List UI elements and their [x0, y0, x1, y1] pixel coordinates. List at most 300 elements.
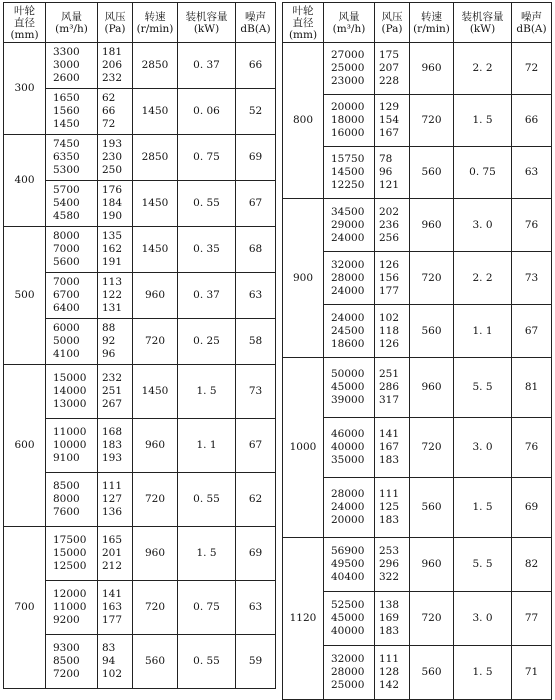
airflow-value: 15750	[331, 153, 365, 165]
speed-cell: 1450	[133, 181, 178, 227]
speed-cell: 1450	[133, 89, 178, 135]
pressure-value: 142	[379, 679, 400, 691]
airflow-cell	[324, 538, 375, 592]
pressure-value: 167	[379, 127, 400, 139]
pressure-value: 156	[379, 271, 400, 284]
power-cell: 0. 55	[178, 635, 236, 689]
pressure-value: 128	[379, 666, 400, 678]
header-line: 风量	[61, 10, 82, 23]
pressure-cell	[98, 319, 133, 365]
pressure-value: 177	[102, 614, 123, 626]
airflow-value: 4100	[53, 348, 80, 360]
speed-header	[133, 3, 178, 43]
noise-cell: 73	[236, 365, 276, 419]
pressure-value: 141	[102, 588, 123, 600]
power-cell: 1. 5	[454, 478, 512, 538]
noise-header	[236, 3, 276, 43]
pressure-value: 125	[379, 501, 400, 513]
airflow-cell	[46, 181, 98, 227]
table-row	[283, 358, 552, 418]
airflow-cell	[324, 592, 375, 646]
noise-cell: 82	[512, 538, 552, 592]
airflow-header	[324, 3, 375, 43]
pressure-cell	[375, 147, 410, 199]
airflow-cell	[324, 199, 375, 252]
pressure-value: 163	[102, 601, 123, 613]
airflow-cell	[324, 147, 375, 199]
airflow-value: 49500	[331, 558, 365, 570]
airflow-value: 7000	[53, 243, 80, 255]
airflow-value: 32000	[331, 258, 365, 271]
pressure-value: 111	[102, 480, 123, 492]
airflow-value: 9300	[53, 642, 80, 654]
pressure-cell	[98, 43, 133, 89]
speed-cell: 960	[410, 358, 454, 418]
pressure-cell	[98, 581, 133, 635]
airflow-value: 20000	[331, 514, 365, 526]
header-line: (kW)	[193, 22, 220, 35]
pressure-value: 92	[102, 335, 116, 347]
power-cell: 0. 37	[178, 43, 236, 89]
pressure-value: 317	[379, 394, 400, 406]
diameter-cell: 1000	[283, 358, 324, 538]
airflow-value: 5300	[53, 164, 80, 176]
header-line: 转速	[144, 10, 166, 23]
noise-cell: 71	[512, 646, 552, 700]
pressure-value: 94	[102, 655, 116, 667]
table-row	[283, 43, 552, 95]
airflow-value: 5700	[53, 184, 80, 196]
header-line: 装机容量	[461, 10, 504, 23]
airflow-value: 12500	[53, 560, 87, 572]
diameter-group	[4, 135, 276, 227]
noise-cell: 67	[236, 181, 276, 227]
airflow-cell	[46, 581, 98, 635]
pressure-header	[375, 3, 410, 43]
diameter-header	[4, 3, 46, 43]
header-line: 风压	[381, 10, 403, 23]
airflow-cell	[46, 89, 98, 135]
airflow-value: 5400	[53, 197, 80, 209]
airflow-value: 32000	[331, 653, 365, 665]
airflow-value: 3300	[53, 46, 80, 58]
airflow-value: 4580	[53, 210, 80, 222]
airflow-cell	[324, 95, 375, 147]
noise-cell: 67	[512, 305, 552, 358]
airflow-value: 50000	[331, 368, 365, 380]
airflow-value: 18000	[331, 114, 365, 126]
airflow-cell	[46, 527, 98, 581]
pressure-value: 256	[379, 231, 400, 244]
noise-cell: 58	[236, 319, 276, 365]
pressure-value: 201	[102, 547, 123, 559]
header-line: 直径	[14, 16, 35, 29]
header-line: 风量	[338, 10, 360, 23]
noise-cell: 63	[512, 147, 552, 199]
table-row	[4, 43, 276, 89]
airflow-value: 40400	[331, 571, 365, 583]
table-row	[283, 646, 552, 700]
airflow-value: 9100	[53, 452, 80, 464]
pressure-value: 181	[102, 46, 123, 58]
airflow-value: 12000	[53, 588, 87, 600]
airflow-header	[46, 3, 98, 43]
power-cell: 0. 37	[178, 273, 236, 319]
header-line: 噪声	[521, 10, 542, 23]
pressure-value: 236	[379, 218, 400, 231]
pressure-value: 83	[102, 642, 116, 654]
power-cell: 0. 06	[178, 89, 236, 135]
pressure-cell	[98, 527, 133, 581]
airflow-value: 27000	[331, 49, 365, 61]
airflow-cell	[46, 273, 98, 319]
power-cell: 5. 5	[454, 538, 512, 592]
diameter-cell: 500	[4, 227, 46, 365]
noise-cell: 66	[512, 95, 552, 147]
speed-cell: 720	[410, 95, 454, 147]
pressure-cell	[375, 43, 410, 95]
pressure-value: 183	[379, 454, 400, 466]
fan-spec-table-left	[3, 2, 276, 689]
pressure-value: 251	[379, 368, 400, 380]
diameter-cell: 600	[4, 365, 46, 527]
power-cell: 2. 2	[454, 252, 512, 305]
table-row	[4, 365, 276, 419]
airflow-cell	[46, 365, 98, 419]
airflow-value: 29000	[331, 218, 365, 231]
noise-cell: 81	[512, 358, 552, 418]
pressure-value: 175	[379, 49, 400, 61]
header-line: 转速	[421, 10, 442, 23]
noise-cell: 69	[236, 135, 276, 181]
header-line: (mm)	[10, 28, 39, 41]
header-line: (m³/h)	[332, 22, 366, 35]
airflow-value: 45000	[331, 612, 365, 624]
pressure-value: 212	[102, 560, 123, 572]
noise-cell: 63	[236, 273, 276, 319]
diameter-cell: 1120	[283, 538, 324, 700]
header-line: 叶轮	[292, 4, 314, 17]
pressure-value: 111	[379, 653, 400, 665]
pressure-value: 177	[379, 284, 400, 297]
airflow-cell	[324, 43, 375, 95]
noise-cell: 67	[236, 419, 276, 473]
airflow-value: 40000	[331, 441, 365, 453]
diameter-group	[4, 43, 276, 135]
pressure-value: 230	[102, 151, 123, 163]
airflow-value: 15000	[53, 547, 87, 559]
pressure-cell	[98, 273, 133, 319]
power-cell: 1. 5	[178, 365, 236, 419]
airflow-value: 13000	[53, 398, 87, 410]
diameter-group	[283, 43, 552, 199]
airflow-value: 25000	[331, 679, 365, 691]
fan-spec-table-right	[282, 2, 552, 700]
pressure-value: 62	[102, 92, 116, 104]
noise-cell: 72	[512, 43, 552, 95]
pressure-cell	[98, 89, 133, 135]
power-cell: 1. 1	[454, 305, 512, 358]
speed-cell: 560	[133, 635, 178, 689]
airflow-value: 56900	[331, 545, 365, 557]
table-row	[283, 95, 552, 147]
airflow-value: 46000	[331, 428, 365, 440]
header-line: (r/min)	[413, 22, 450, 35]
airflow-value: 14000	[53, 385, 87, 397]
pressure-value: 183	[379, 514, 400, 526]
table-row	[283, 147, 552, 199]
power-cell: 1. 5	[454, 95, 512, 147]
pressure-value: 96	[102, 348, 116, 360]
pressure-value: 228	[379, 75, 400, 87]
noise-cell: 66	[236, 43, 276, 89]
pressure-value: 251	[102, 385, 123, 397]
table-row	[283, 199, 552, 252]
pressure-value: 253	[379, 545, 400, 557]
power-cell: 1. 1	[178, 419, 236, 473]
airflow-cell	[46, 43, 98, 89]
pressure-value: 232	[102, 372, 123, 384]
pressure-value: 191	[102, 256, 123, 268]
header-line: 风压	[104, 10, 126, 23]
pressure-cell	[98, 227, 133, 273]
airflow-value: 16000	[331, 127, 365, 139]
noise-cell: 68	[236, 227, 276, 273]
airflow-value: 24500	[331, 324, 365, 337]
airflow-value: 14500	[331, 166, 365, 178]
airflow-cell	[46, 473, 98, 527]
airflow-value: 6350	[53, 151, 80, 163]
header-line: dB(A)	[240, 22, 271, 35]
pressure-cell	[375, 358, 410, 418]
pressure-value: 102	[379, 311, 400, 324]
speed-cell: 720	[410, 592, 454, 646]
noise-cell: 52	[236, 89, 276, 135]
pressure-value: 162	[102, 243, 123, 255]
header-line: (Pa)	[381, 22, 403, 35]
airflow-cell	[46, 319, 98, 365]
diameter-group	[4, 227, 276, 365]
diameter-cell: 300	[4, 43, 46, 135]
pressure-cell	[375, 305, 410, 358]
airflow-value: 11000	[53, 426, 87, 438]
header-row	[4, 3, 276, 43]
power-cell: 3. 0	[454, 418, 512, 478]
pressure-value: 250	[102, 164, 123, 176]
power-cell: 1. 5	[178, 527, 236, 581]
noise-cell: 76	[512, 199, 552, 252]
airflow-value: 24000	[331, 231, 365, 244]
pressure-value: 168	[102, 426, 123, 438]
airflow-value: 5600	[53, 256, 80, 268]
airflow-value: 17500	[53, 534, 87, 546]
noise-cell: 62	[236, 473, 276, 527]
table-row	[4, 227, 276, 273]
pressure-value: 167	[379, 441, 400, 453]
pressure-value: 267	[102, 398, 123, 410]
pressure-value: 111	[379, 488, 400, 500]
pressure-value: 113	[102, 276, 123, 288]
diameter-group	[4, 365, 276, 527]
noise-cell: 76	[512, 418, 552, 478]
airflow-value: 20000	[331, 101, 365, 113]
noise-cell: 77	[512, 592, 552, 646]
pressure-cell	[98, 473, 133, 527]
table-row	[283, 538, 552, 592]
header-line: dB(A)	[516, 22, 547, 35]
speed-cell: 720	[133, 473, 178, 527]
pressure-cell	[375, 478, 410, 538]
airflow-value: 24000	[331, 311, 365, 324]
airflow-value: 5000	[53, 335, 80, 347]
diameter-cell: 400	[4, 135, 46, 227]
airflow-cell	[324, 418, 375, 478]
speed-cell: 2850	[133, 135, 178, 181]
airflow-value: 45000	[331, 381, 365, 393]
power-cell: 3. 0	[454, 592, 512, 646]
diameter-header	[283, 3, 324, 43]
airflow-value: 8000	[53, 493, 80, 505]
pressure-value: 126	[379, 337, 400, 350]
airflow-value: 7450	[53, 138, 80, 150]
noise-cell: 63	[236, 581, 276, 635]
pressure-value: 126	[379, 258, 400, 271]
airflow-value: 52500	[331, 599, 365, 611]
table-row	[283, 418, 552, 478]
airflow-value: 25000	[331, 62, 365, 74]
airflow-value: 28000	[331, 271, 365, 284]
speed-cell: 2850	[133, 43, 178, 89]
pressure-cell	[98, 135, 133, 181]
pressure-value: 322	[379, 571, 400, 583]
power-cell: 0. 55	[178, 473, 236, 527]
table-row	[283, 305, 552, 358]
diameter-group	[4, 527, 276, 689]
pressure-cell	[375, 592, 410, 646]
pressure-cell	[375, 646, 410, 700]
table-row	[283, 252, 552, 305]
pressure-value: 206	[102, 59, 123, 71]
header-line: (r/min)	[136, 22, 174, 35]
power-cell: 5. 5	[454, 358, 512, 418]
airflow-value: 34500	[331, 205, 365, 218]
airflow-value: 12250	[331, 179, 365, 191]
noise-cell: 69	[512, 478, 552, 538]
pressure-value: 183	[102, 439, 123, 451]
pressure-cell	[98, 365, 133, 419]
noise-header	[512, 3, 552, 43]
airflow-value: 8500	[53, 480, 80, 492]
airflow-value: 40000	[331, 625, 365, 637]
airflow-value: 11000	[53, 601, 87, 613]
airflow-cell	[46, 227, 98, 273]
pressure-value: 78	[379, 153, 393, 165]
airflow-cell	[324, 252, 375, 305]
speed-cell: 720	[133, 581, 178, 635]
power-cell: 0. 35	[178, 227, 236, 273]
pressure-value: 183	[379, 625, 400, 637]
header-row	[283, 3, 552, 43]
pressure-value: 121	[379, 179, 400, 191]
pressure-cell	[98, 635, 133, 689]
diameter-group	[283, 199, 552, 358]
pressure-value: 184	[102, 197, 123, 209]
airflow-value: 24000	[331, 284, 365, 297]
header-line: (kW)	[469, 22, 496, 35]
pressure-value: 102	[102, 668, 123, 680]
pressure-value: 286	[379, 381, 400, 393]
pressure-value: 127	[102, 493, 123, 505]
airflow-value: 7200	[53, 668, 80, 680]
power-cell: 0. 75	[178, 135, 236, 181]
diameter-cell: 900	[283, 199, 324, 358]
airflow-cell	[324, 305, 375, 358]
speed-cell: 1450	[133, 365, 178, 419]
pressure-value: 296	[379, 558, 400, 570]
pressure-value: 88	[102, 322, 116, 334]
noise-cell: 69	[236, 527, 276, 581]
speed-cell: 960	[133, 419, 178, 473]
power-cell: 2. 2	[454, 43, 512, 95]
pressure-value: 66	[102, 105, 116, 117]
speed-cell: 960	[410, 43, 454, 95]
airflow-value: 28000	[331, 666, 365, 678]
pressure-value: 190	[102, 210, 123, 222]
diameter-cell: 800	[283, 43, 324, 199]
pressure-cell	[375, 538, 410, 592]
airflow-value: 23000	[331, 75, 365, 87]
pressure-value: 136	[102, 506, 123, 518]
airflow-value: 1450	[53, 118, 80, 130]
power-header	[178, 3, 236, 43]
pressure-cell	[375, 95, 410, 147]
pressure-value: 232	[102, 72, 123, 84]
airflow-cell	[46, 135, 98, 181]
speed-cell: 960	[410, 199, 454, 252]
airflow-value: 28000	[331, 488, 365, 500]
pressure-cell	[98, 419, 133, 473]
header-line: 装机容量	[185, 10, 228, 23]
pressure-value: 165	[102, 534, 123, 546]
pressure-value: 131	[102, 302, 123, 314]
noise-cell: 73	[512, 252, 552, 305]
pressure-cell	[375, 199, 410, 252]
table-row	[283, 592, 552, 646]
speed-cell: 960	[133, 273, 178, 319]
pressure-value: 96	[379, 166, 393, 178]
power-cell: 0. 25	[178, 319, 236, 365]
airflow-cell	[46, 419, 98, 473]
airflow-cell	[46, 635, 98, 689]
airflow-value: 10000	[53, 439, 87, 451]
airflow-value: 9200	[53, 614, 80, 626]
airflow-value: 35000	[331, 454, 365, 466]
pressure-value: 135	[102, 230, 123, 242]
airflow-cell	[324, 478, 375, 538]
airflow-value: 7000	[53, 276, 80, 288]
airflow-value: 15000	[53, 372, 87, 384]
airflow-value: 1650	[53, 92, 80, 104]
airflow-cell	[324, 358, 375, 418]
power-cell: 0. 75	[454, 147, 512, 199]
pressure-value: 72	[102, 118, 116, 130]
airflow-value: 18600	[331, 337, 365, 350]
airflow-value: 2600	[53, 72, 80, 84]
airflow-value: 3000	[53, 59, 80, 71]
header-line: (Pa)	[104, 22, 126, 35]
power-cell: 0. 75	[178, 581, 236, 635]
speed-cell: 1450	[133, 227, 178, 273]
